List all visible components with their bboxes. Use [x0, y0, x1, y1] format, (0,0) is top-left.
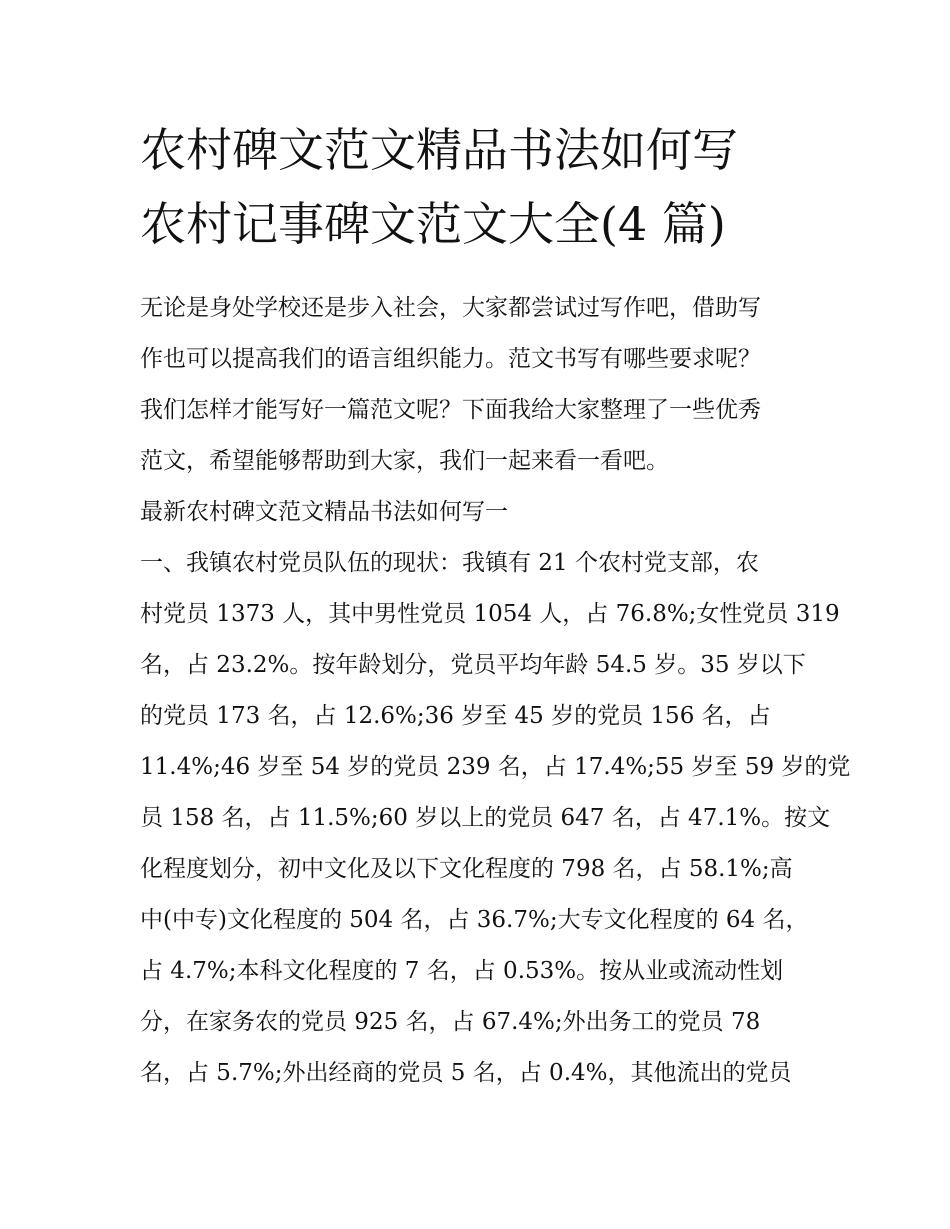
document-title	[140, 113, 820, 261]
body-line-3: 名，占 23.2%。按年龄划分，党员平均年龄 54.5 岁。35 岁以下	[140, 652, 806, 678]
document-page	[140, 113, 851, 1099]
section-heading: 最新农村碑文范文精品书法如何写一	[140, 499, 508, 525]
body-line-9: 占 4.7%;本科文化程度的 7 名，占 0.53%。按从业或流动性划	[140, 958, 784, 984]
intro-line-4: 范文，希望能够帮助到大家，我们一起来看一看吧。	[140, 448, 669, 474]
body-line-4: 的党员 173 名，占 12.6%;36 岁至 45 岁的党员 156 名，占	[140, 703, 771, 729]
intro-line-3: 我们怎样才能写好一篇范文呢？下面我给大家整理了一些优秀	[140, 397, 761, 423]
body-line-2: 村党员 1373 人，其中男性党员 1054 人，占 76.8%;女性党员 319	[140, 601, 840, 627]
body-line-5: 11.4%;46 岁至 54 岁的党员 239 名，占 17.4%;55 岁至 59 岁的党	[140, 754, 851, 780]
body-line-6: 员 158 名，占 11.5%;60 岁以上的党员 647 名，占 47.1%。按文	[140, 805, 831, 831]
title-line-1: 农村碑文范文精品书法如何写	[140, 123, 738, 177]
intro-line-2: 作也可以提高我们的语言组织能力。范文书写有哪些要求呢？	[140, 346, 761, 372]
body-line-11: 名，占 5.7%;外出经商的党员 5 名，占 0.4%，其他流出的党员	[140, 1060, 792, 1086]
body-line-10: 分，在家务农的党员 925 名，占 67.4%;外出务工的党员 78	[140, 1009, 761, 1035]
body-line-8: 中(中专)文化程度的 504 名，占 36.7%;大专文化程度的 64 名，	[140, 907, 809, 933]
body-line-1: 一、我镇农村党员队伍的现状：我镇有 21 个农村党支部，农	[140, 550, 759, 576]
intro-line-1: 无论是身处学校还是步入社会，大家都尝试过写作吧，借助写	[140, 295, 761, 321]
title-line-2: 农村记事碑文范文大全(4 篇)	[140, 197, 726, 251]
document-body	[140, 283, 851, 1099]
body-line-7: 化程度划分，初中文化及以下文化程度的 798 名，占 58.1%;高	[140, 856, 793, 882]
